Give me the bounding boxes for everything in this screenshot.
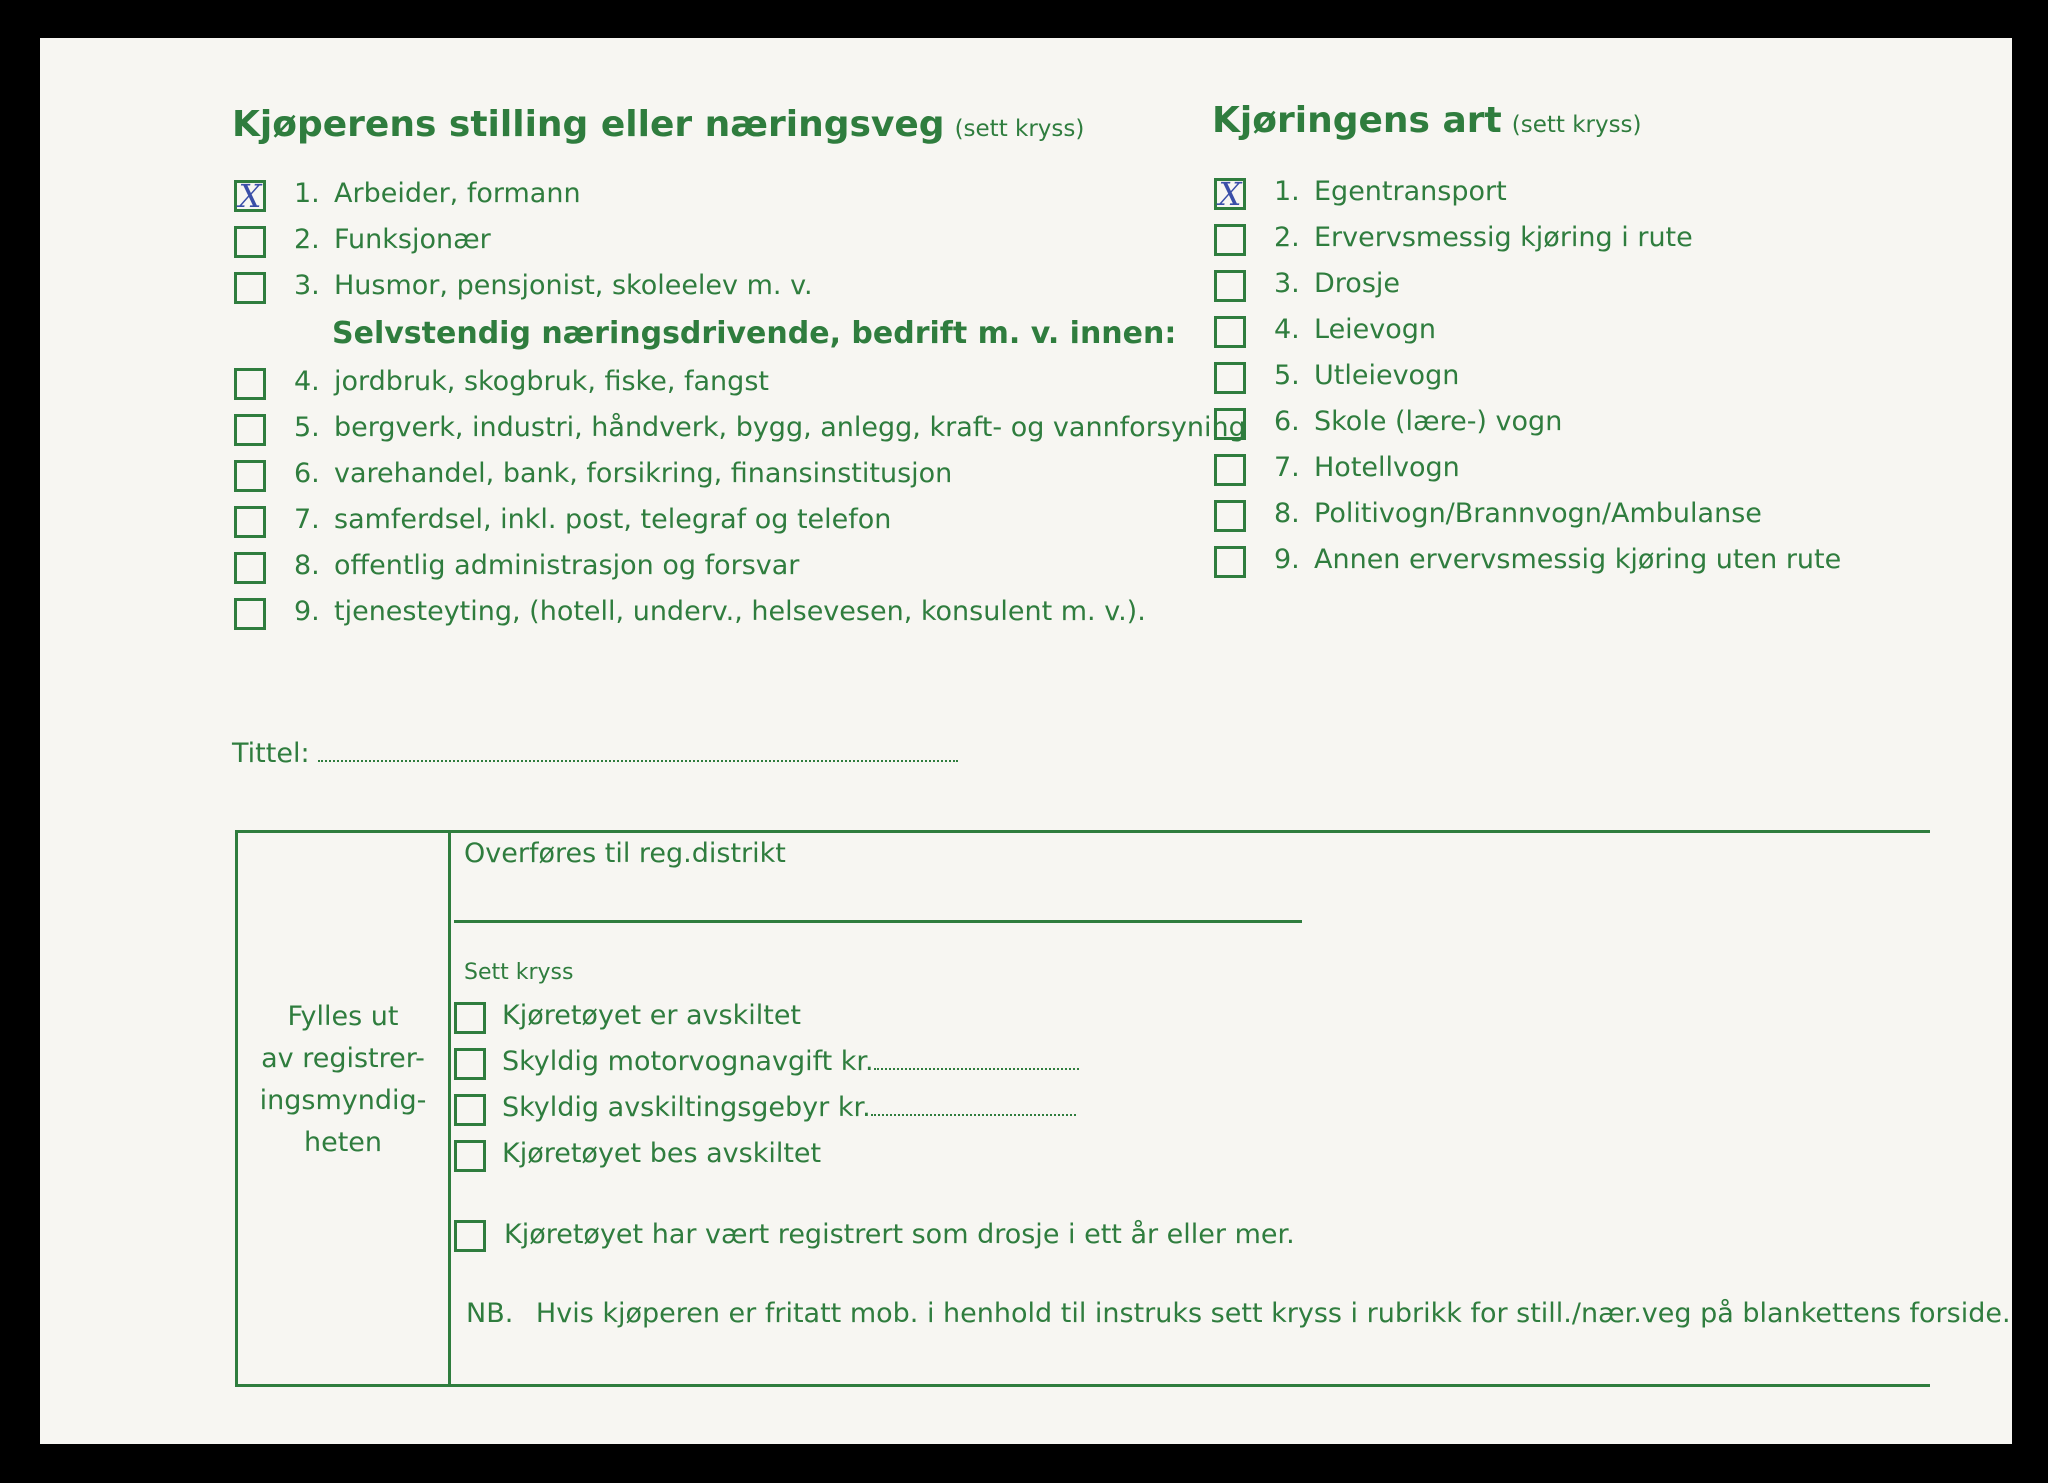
nb-note: [466, 1298, 2011, 1329]
registration-check-3-checkbox[interactable]: [454, 1094, 486, 1126]
buyer-option-3-label: [294, 270, 813, 301]
option-number: 4.: [294, 366, 320, 397]
registration-check-2-label: [502, 1046, 1079, 1077]
option-number: 5.: [1274, 360, 1300, 391]
driving-type-title: Kjøringens art: [1212, 100, 1502, 141]
driving-option-6-label: [1274, 406, 1562, 437]
driving-option-8-label: [1274, 498, 1762, 529]
driving-option-7-checkbox[interactable]: [1214, 454, 1246, 486]
option-number: 7.: [294, 504, 320, 535]
buyer-option-9-label: [294, 596, 1146, 627]
buyer-option-9-checkbox[interactable]: [234, 598, 266, 630]
option-number: 5.: [294, 412, 320, 443]
buyer-option-2-checkbox[interactable]: [234, 226, 266, 258]
option-text: Annen ervervsmessig kjøring uten rute: [1314, 544, 1842, 575]
option-text: Politivogn/Brannvogn/Ambulanse: [1314, 498, 1762, 529]
driving-option-1-label: [1274, 176, 1507, 207]
option-text: varehandel, bank, forsikring, finansinstitusjon: [334, 458, 953, 489]
buyer-option-1-label: [294, 178, 581, 209]
option-number: 1.: [294, 178, 320, 209]
driving-option-3-checkbox[interactable]: [1214, 270, 1246, 302]
option-text: Drosje: [1314, 268, 1400, 299]
driving-option-5-label: [1274, 360, 1459, 391]
driving-option-8-checkbox[interactable]: [1214, 500, 1246, 532]
registration-check-4-label: [502, 1138, 821, 1169]
driving-option-6-checkbox[interactable]: [1214, 408, 1246, 440]
driving-option-3-label: [1274, 268, 1400, 299]
cross-mark: X: [1218, 175, 1242, 213]
registration-check-4-checkbox[interactable]: [454, 1140, 486, 1172]
registration-check-2-checkbox[interactable]: [454, 1048, 486, 1080]
buyer-option-2-label: [294, 224, 491, 255]
drosje-checkbox[interactable]: [454, 1220, 486, 1252]
option-text: Arbeider, formann: [334, 178, 581, 209]
option-text: bergverk, industri, håndverk, bygg, anlegg, kraft- og vannforsyning: [334, 412, 1246, 443]
driving-option-2-label: [1274, 222, 1693, 253]
driving-type-note: (sett kryss): [1511, 112, 1642, 138]
registration-authority-label: Fylles ut av registrer- ingsmyndig- heten: [259, 1001, 427, 1158]
amount-dotted-line[interactable]: [871, 1094, 1076, 1116]
option-number: 6.: [294, 458, 320, 489]
option-number: 9.: [1274, 544, 1300, 575]
driving-type-heading: [1212, 100, 1642, 141]
check-text: Kjøretøyet bes avskiltet: [502, 1138, 822, 1169]
option-number: 2.: [294, 224, 320, 255]
option-text: tjenesteyting, (hotell, underv., helsevesen, konsulent m. v.).: [334, 596, 1146, 627]
check-note: Sett kryss: [464, 960, 574, 985]
option-text: Hotellvogn: [1314, 452, 1460, 483]
buyer-option-4-checkbox[interactable]: [234, 368, 266, 400]
buyer-option-4-label: [294, 366, 769, 397]
nb-label: NB.: [466, 1298, 514, 1329]
driving-option-4-checkbox[interactable]: [1214, 316, 1246, 348]
option-text: Egentransport: [1314, 176, 1507, 207]
option-number: 9.: [294, 596, 320, 627]
amount-dotted-line[interactable]: [874, 1048, 1079, 1070]
buyer-option-3-checkbox[interactable]: [234, 272, 266, 304]
registration-check-3-label: [502, 1092, 1076, 1123]
option-text: Funksjonær: [334, 224, 491, 255]
option-number: 3.: [294, 270, 320, 301]
tittel-label: Tittel:: [232, 738, 310, 769]
buyer-option-8-checkbox[interactable]: [234, 552, 266, 584]
option-text: Skole (lære-) vogn: [1314, 406, 1563, 437]
buyer-option-7-label: [294, 504, 891, 535]
buyer-option-5-label: [294, 412, 1246, 443]
check-text: Skyldig avskiltingsgebyr kr.: [502, 1092, 871, 1123]
driving-option-2-checkbox[interactable]: [1214, 224, 1246, 256]
box-bottom-border: [235, 1384, 1930, 1387]
buyer-option-6-label: [294, 458, 952, 489]
option-number: 6.: [1274, 406, 1300, 437]
buyer-option-8-label: [294, 550, 799, 581]
option-text: Utleievogn: [1314, 360, 1460, 391]
tittel-dotted-line: [318, 740, 958, 762]
option-number: 8.: [294, 550, 320, 581]
buyer-occupation-title: Kjøperens stilling eller næringsveg: [232, 104, 945, 145]
option-text: Ervervsmessig kjøring i rute: [1314, 222, 1693, 253]
transfer-district-line[interactable]: [454, 920, 1302, 923]
self-employed-subheading: Selvstendig næringsdrivende, bedrift m. v. innen:: [332, 316, 1177, 351]
option-number: 2.: [1274, 222, 1300, 253]
buyer-occupation-heading: [232, 104, 1084, 145]
transfer-district-label: Overføres til reg.distrikt: [464, 838, 786, 869]
cross-mark: X: [238, 177, 262, 215]
driving-option-1-checkbox[interactable]: [1214, 175, 1246, 213]
driving-option-9-checkbox[interactable]: [1214, 546, 1246, 578]
option-number: 1.: [1274, 176, 1300, 207]
buyer-option-7-checkbox[interactable]: [234, 506, 266, 538]
buyer-occupation-note: (sett kryss): [954, 116, 1085, 142]
buyer-option-1-checkbox[interactable]: [234, 177, 266, 215]
box-divider: [448, 830, 451, 1387]
option-number: 8.: [1274, 498, 1300, 529]
driving-option-4-label: [1274, 314, 1436, 345]
option-text: offentlig administrasjon og forsvar: [334, 550, 800, 581]
buyer-option-6-checkbox[interactable]: [234, 460, 266, 492]
option-number: 7.: [1274, 452, 1300, 483]
option-text: Husmor, pensjonist, skoleelev m. v.: [334, 270, 813, 301]
option-text: samferdsel, inkl. post, telegraf og telefon: [334, 504, 892, 535]
driving-option-7-label: [1274, 452, 1460, 483]
tittel-field[interactable]: [232, 738, 958, 769]
drosje-label: Kjøretøyet har vært registrert som drosje i ett år eller mer.: [504, 1219, 1295, 1250]
driving-option-9-label: [1274, 544, 1841, 575]
option-number: 4.: [1274, 314, 1300, 345]
nb-text: Hvis kjøperen er fritatt mob. i henhold til instruks sett kryss i rubrikk for still./nær.veg på blankettens forside.: [535, 1298, 2011, 1329]
registration-check-1-checkbox[interactable]: [454, 1002, 486, 1034]
box-top-border: [235, 830, 1930, 833]
option-text: Leievogn: [1314, 314, 1437, 345]
check-text: Skyldig motorvognavgift kr.: [502, 1046, 874, 1077]
option-text: jordbruk, skogbruk, fiske, fangst: [334, 366, 769, 397]
option-number: 3.: [1274, 268, 1300, 299]
registration-check-1-label: [502, 1000, 801, 1031]
form-sheet: [40, 38, 2012, 1444]
check-text: Kjøretøyet er avskiltet: [502, 1000, 802, 1031]
driving-option-5-checkbox[interactable]: [1214, 362, 1246, 394]
buyer-option-5-checkbox[interactable]: [234, 414, 266, 446]
